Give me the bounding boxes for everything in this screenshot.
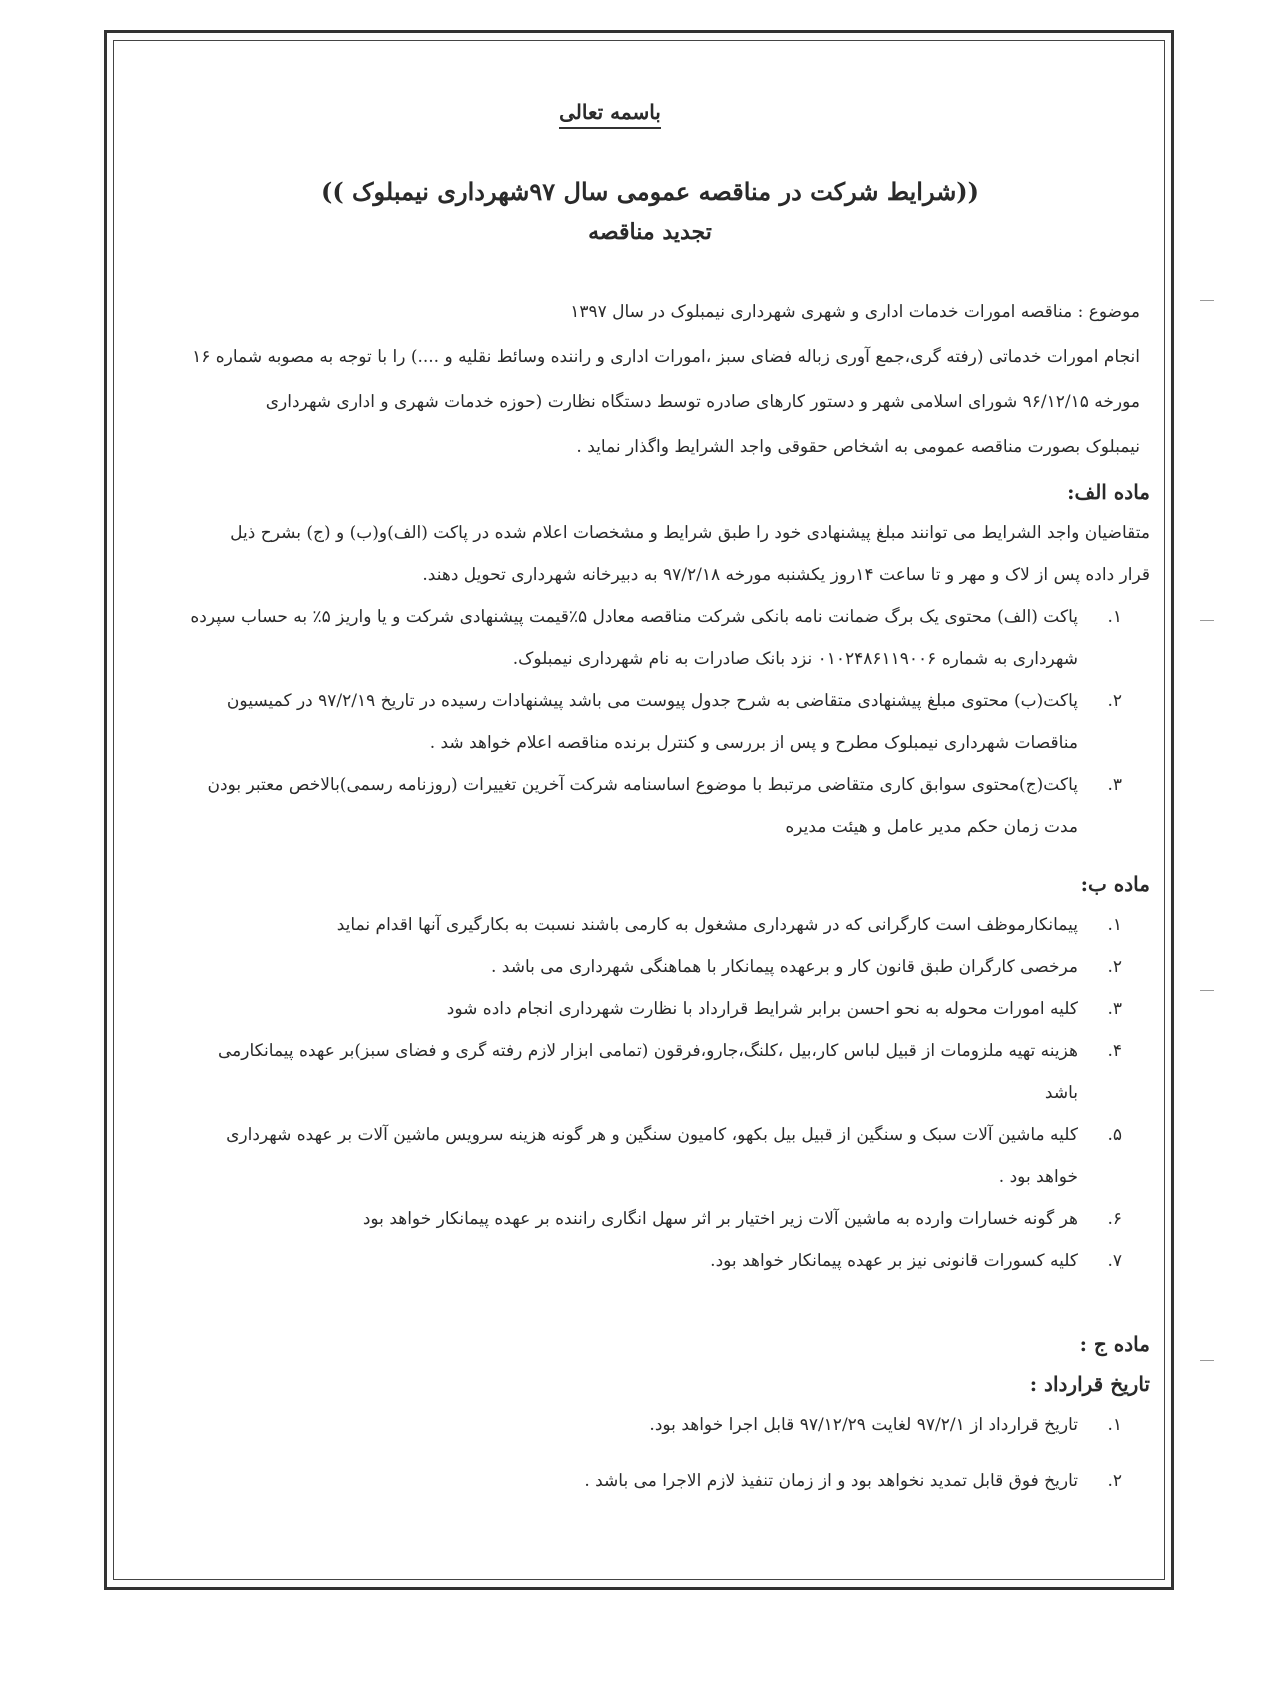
list-item <box>150 904 1150 946</box>
list-item <box>150 596 1150 680</box>
list-item <box>150 764 1150 848</box>
item-number: .۳ <box>1107 775 1122 795</box>
item-text: پیمانکارموظف است کارگرانی که در شهرداری مشغول به کارمی باشند نسبت به بکارگیری آنها اقدام نماید <box>336 915 1078 935</box>
section-a-list <box>150 596 1150 848</box>
item-text: هر گونه خسارات وارده به ماشین آلات زیر اختیار بر اثر سهل انگاری راننده بر عهده پیمانکار خواهد بود <box>362 1209 1078 1229</box>
intro-line: مورخه ۹۶/۱۲/۱۵ شورای اسلامی شهر و دستور کارهای صادره توسط دستگاه نظارت (حوزه خدمات شهری و اداری شهرداری <box>265 392 1140 412</box>
invocation-text: باسمه تعالی <box>559 100 661 129</box>
item-text: پاکت (الف) محتوی یک برگ ضمانت نامه بانکی شرکت مناقصه معادل ۵٪قیمت پیشنهادی شرکت و یا واریز ۵٪ به حساب سپرده شهرداری به شماره ۰۱۰۲۴۸۶۱۱۹۰۰۶ نزد بانک صادرات به نام شهرداری نیمبلوک. <box>190 607 1078 669</box>
list-item <box>150 1240 1150 1282</box>
document-content <box>150 100 1150 1502</box>
invocation-heading <box>150 100 1150 124</box>
item-text: تاریخ قرارداد از ۹۷/۲/۱ لغایت ۹۷/۱۲/۲۹ قابل اجرا خواهد بود. <box>649 1415 1078 1435</box>
list-item <box>150 1460 1150 1502</box>
scan-mark <box>1200 1360 1214 1361</box>
document-subtitle: تجدید مناقصه <box>588 219 712 245</box>
list-item <box>150 1198 1150 1240</box>
item-text: پاکت(ب) محتوی مبلغ پیشنهادی متقاضی به شرح جدول پیوست می باشد پیشنهادات رسیده در تاریخ ۹۷/۲/۱۹ در کمیسیون مناقصات شهرداری نیمبلوک مطرح و پس از بررسی و کنترل برنده مناقصه اعلام خواهد شد . <box>226 691 1078 753</box>
item-number: .۳ <box>1107 999 1122 1019</box>
intro-line: انجام امورات خدماتی (رفته گری،جمع آوری زباله فضای سبز ،امورات اداری و راننده وسائط نقلیه و ....) را با توجه به مصوبه شماره ۱۶ <box>192 347 1140 367</box>
list-item <box>150 1404 1150 1446</box>
item-number: .۲ <box>1107 957 1122 977</box>
item-number: .۲ <box>1107 691 1122 711</box>
section-a-body-line: متقاضیان واجد الشرایط می توانند مبلغ پیشنهادی خود را طبق شرایط و مشخصات اعلام شده در پاکت (الف)و(ب) و (ج) بشرح ذیل <box>230 523 1150 543</box>
list-item <box>150 1114 1150 1198</box>
item-number: .۴ <box>1107 1041 1122 1061</box>
section-b-heading: ماده ب: <box>1080 872 1150 896</box>
section-c-list <box>150 1404 1150 1502</box>
scan-mark <box>1200 300 1214 301</box>
item-text: کلیه ماشین آلات سبک و سنگین از قبیل بیل بکهو، کامیون سنگین و هر گونه هزینه سرویس ماشین آلات بر عهده شهرداری خواهد بود . <box>226 1125 1078 1187</box>
section-c-heading: ماده ج : <box>1079 1332 1150 1356</box>
item-text: تاریخ فوق قابل تمدید نخواهد بود و از زمان تنفیذ لازم الاجرا می باشد . <box>584 1471 1078 1491</box>
item-number: .۱ <box>1107 1415 1122 1435</box>
contract-date-heading: تاریخ قرارداد : <box>1029 1372 1150 1396</box>
item-text: هزینه تهیه ملزومات از قبیل لباس کار،بیل ،کلنگ،جارو،فرقون (تمامی ابزار لازم رفته گری و فضای سبز)بر عهده پیمانکارمی باشد <box>217 1041 1078 1103</box>
scan-mark <box>1200 990 1214 991</box>
document-title: ((شرایط شرکت در مناقصه عمومی سال ۹۷شهرداری نیمبلوک )) <box>320 177 980 206</box>
list-item <box>150 988 1150 1030</box>
item-number: .۵ <box>1107 1125 1122 1145</box>
item-text: پاکت(ج)محتوی سوابق کاری متقاضی مرتبط با موضوع اساسنامه شرکت آخرین تغییرات (روزنامه رسمی)بالاخص معتبر بودن مدت زمان حکم مدیر عامل و هیئت مدیره <box>207 775 1078 837</box>
item-number: .۱ <box>1107 915 1122 935</box>
item-number: .۷ <box>1107 1251 1122 1271</box>
list-item <box>150 1030 1150 1114</box>
item-number: .۱ <box>1107 607 1122 627</box>
intro-line: موضوع : مناقصه امورات خدمات اداری و شهری شهرداری نیمبلوک در سال ۱۳۹۷ <box>570 302 1140 322</box>
list-item <box>150 946 1150 988</box>
item-text: مرخصی کارگران طبق قانون کار و برعهده پیمانکار با هماهنگی شهرداری می باشد . <box>490 957 1078 977</box>
item-number: .۶ <box>1107 1209 1122 1229</box>
list-item <box>150 680 1150 764</box>
scan-mark <box>1200 620 1214 621</box>
item-text: کلیه امورات محوله به نحو احسن برابر شرایط قرارداد با نظارت شهرداری انجام داده شود <box>446 999 1078 1019</box>
intro-paragraph <box>150 290 1150 470</box>
section-a-heading: ماده الف: <box>1067 480 1150 504</box>
item-text: کلیه کسورات قانونی نیز بر عهده پیمانکار خواهد بود. <box>710 1251 1078 1271</box>
intro-line: نیمبلوک بصورت مناقصه عمومی به اشخاص حقوقی واجد الشرایط واگذار نماید . <box>576 437 1140 457</box>
section-a-body-line: قرار داده پس از لاک و مهر و تا ساعت ۱۴روز یکشنبه مورخه ۹۷/۲/۱۸ به دبیرخانه شهرداری تحویل دهند. <box>422 565 1150 585</box>
section-b-list <box>150 904 1150 1282</box>
item-number: .۲ <box>1107 1471 1122 1491</box>
